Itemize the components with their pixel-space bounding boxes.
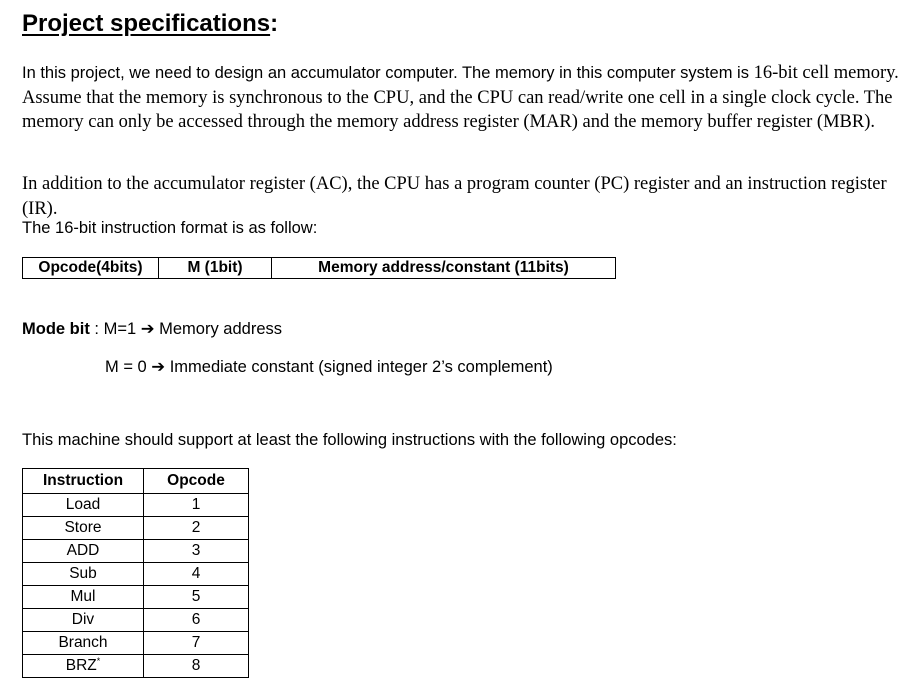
instruction-cell: Branch	[23, 632, 144, 655]
mode-bit-label: Mode bit	[22, 320, 90, 338]
table-row	[23, 586, 249, 609]
instruction-cell: Div	[23, 609, 144, 632]
opcode-cell: 3	[144, 540, 249, 563]
opcode-cell: 6	[144, 609, 249, 632]
instructions-intro: This machine should support at least the following instructions with the following opcodes:	[22, 431, 677, 449]
format-address-field: Memory address/constant (11bits)	[318, 259, 569, 276]
instruction-cell: Sub	[23, 563, 144, 586]
mode-bit-line-1	[22, 319, 282, 339]
instruction-cell: Store	[23, 517, 144, 540]
format-mode-field: M (1bit)	[159, 258, 272, 278]
footnote-mark: *	[96, 656, 101, 667]
intro-lead: In this project, we need to design an accumulator computer. The memory in this computer system is	[22, 64, 749, 82]
opcode-cell: 7	[144, 632, 249, 655]
registers-paragraph: In addition to the accumulator register (AC), the CPU has a program counter (PC) register and an instruction register (IR).	[22, 174, 887, 219]
instruction-name: BRZ	[65, 657, 97, 675]
instruction-cell: Load	[23, 494, 144, 517]
header-instruction: Instruction	[23, 469, 144, 494]
opcode-table	[22, 468, 249, 678]
format-intro: The 16-bit instruction format is as follow:	[22, 219, 318, 237]
instruction-cell: ADD	[23, 540, 144, 563]
opcode-cell: 8	[144, 655, 249, 678]
table-row	[23, 609, 249, 632]
opcode-cell: 5	[144, 586, 249, 609]
table-header-row	[23, 469, 249, 494]
table-row	[23, 655, 249, 678]
instruction-cell: Mul	[23, 586, 144, 609]
mode-bit-memory: : M=1 ➔ Memory address	[89, 320, 283, 338]
table-row	[23, 540, 249, 563]
intro-paragraph	[22, 61, 912, 135]
opcode-cell: 4	[144, 563, 249, 586]
opcode-cell: 1	[144, 494, 249, 517]
table-row	[23, 494, 249, 517]
page-title: Project specifications:	[22, 10, 279, 37]
table-row	[23, 632, 249, 655]
title-colon: :	[270, 10, 279, 37]
instruction-cell	[23, 655, 144, 678]
table-row	[23, 563, 249, 586]
format-opcode-field: Opcode(4bits)	[23, 258, 159, 278]
intro-rest: 16-bit cell memory. Assume that the memory is synchronous to the CPU, and the CPU can read/write one cell in a single clock cycle. The memory can only be accessed through the memory address register (MAR) and the memory buffer register (MBR).	[22, 63, 899, 132]
header-opcode: Opcode	[144, 469, 249, 494]
instruction-format-table	[22, 257, 616, 279]
opcode-cell: 2	[144, 517, 249, 540]
mode-bit-line-2: M = 0 ➔ Immediate constant (signed integer 2’s complement)	[105, 358, 553, 376]
table-row	[23, 517, 249, 540]
